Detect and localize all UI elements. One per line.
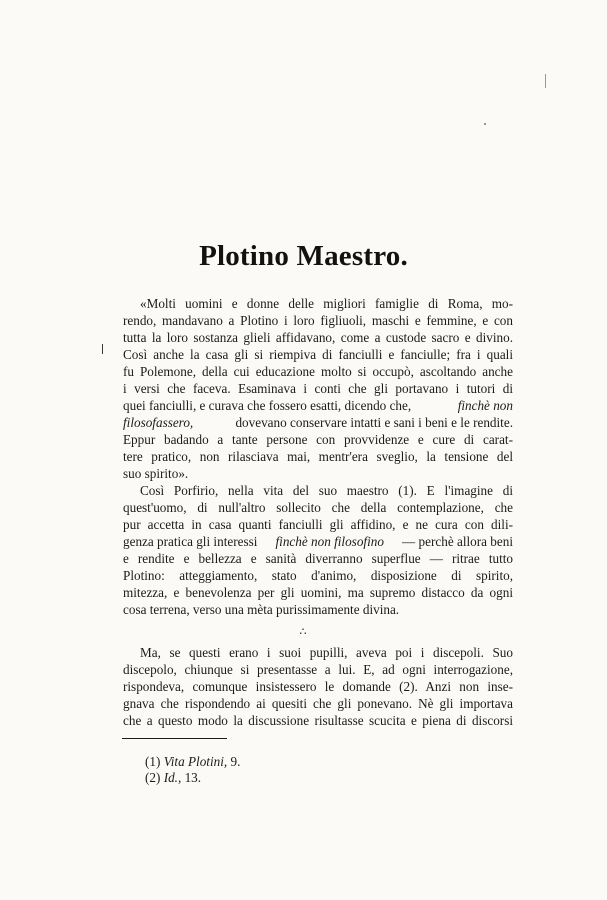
footnote [145,754,240,770]
text-line: discepolo, chiunque si presentasse a lui. E, ad ogni interrogazione, [123,662,513,677]
text-line [123,415,513,431]
text-line [123,534,513,550]
text-line: fu Polemone, della cui educazione molto si occupò, ascoltando anche [123,364,513,379]
text-line: «Molti uomini e donne delle migliori famiglie di Roma, mo- [140,296,513,311]
footnote-ref: Vita Plotini, [163,754,228,769]
text-line: rendo, mandavano a Plotino i loro figliuoli, maschi e femmine, e con [123,313,513,328]
italic-span: finchè non filosofino [275,534,384,549]
text-line: e rendite e bellezza e sanità diverranno superflue — ritrae tutto [123,551,513,566]
text-span: genza pratica gli interessi [123,534,258,549]
text-line: Ma, se questi erano i suoi pupilli, aveva poi i discepoli. Suo [140,645,513,660]
footnote-ref: Id., [163,770,182,785]
text-line: Plotino: atteggiamento, stato d'animo, disposizione di spirito, [123,568,513,583]
italic-span: filosofassero, [123,415,194,430]
scan-mark [545,74,546,88]
text-line: Così anche la casa gli si riempiva di fanciulli e fanciulle; fra i quali [123,347,513,362]
text-line: che a questo modo la discussione risultasse scucita e piena di discorsi [123,713,513,728]
footnote-page: 9. [230,754,241,769]
text-line: tutta la loro sostanza glieli affidavano, come a custode sacro e divino. [123,330,513,345]
text-line: rispondeva, comunque insistessero le domande (2). Anzi non inse- [123,679,513,694]
footnote [145,770,201,786]
text-line: quest'uomo, di null'altro sollecito che della contemplazione, che [123,500,513,515]
text-line: suo spirito». [123,466,189,481]
text-span: quei fanciulli, e curava che fossero esatti, dicendo che, [123,398,412,413]
text-line: Così Porfirio, nella vita del suo maestro (1). E l'imagine di [140,483,513,498]
scan-mark [102,344,103,354]
section-separator: ∴ [299,626,308,638]
text-line: i versi che faceva. Esaminava i conti che gli portavano i tutori di [123,381,513,396]
scan-mark [484,123,486,125]
text-line: Eppur badando a tante persone con provvidenze e cure di carat- [123,432,513,447]
text-line: pur accetta in casa quanti fanciulli gli affidino, e ne cura con dili- [123,517,513,532]
text-line [123,398,513,414]
footnote-rule [122,738,227,739]
text-span: dovevano conservare intatti e sani i beni e le rendite. [235,415,513,430]
text-line: gnava che rispondendo ai quesiti che gli ponevano. Nè gli importava [123,696,513,711]
text-line: mitezza, e benevolenza per gli uomini, ma supremo distacco da ogni [123,585,513,600]
text-line: cosa terrena, verso una mèta purissimamente divina. [123,602,400,617]
text-line: tere pratico, non rilasciava mai, mentr'era sveglio, la tensione del [123,449,513,464]
footnote-number: (2) [145,770,161,785]
italic-span: finchè non [457,398,513,413]
footnote-number: (1) [145,754,161,769]
text-span: — perchè allora beni [402,534,513,549]
page-title: Plotino Maestro. [199,240,408,272]
footnote-page: 13. [184,770,202,785]
